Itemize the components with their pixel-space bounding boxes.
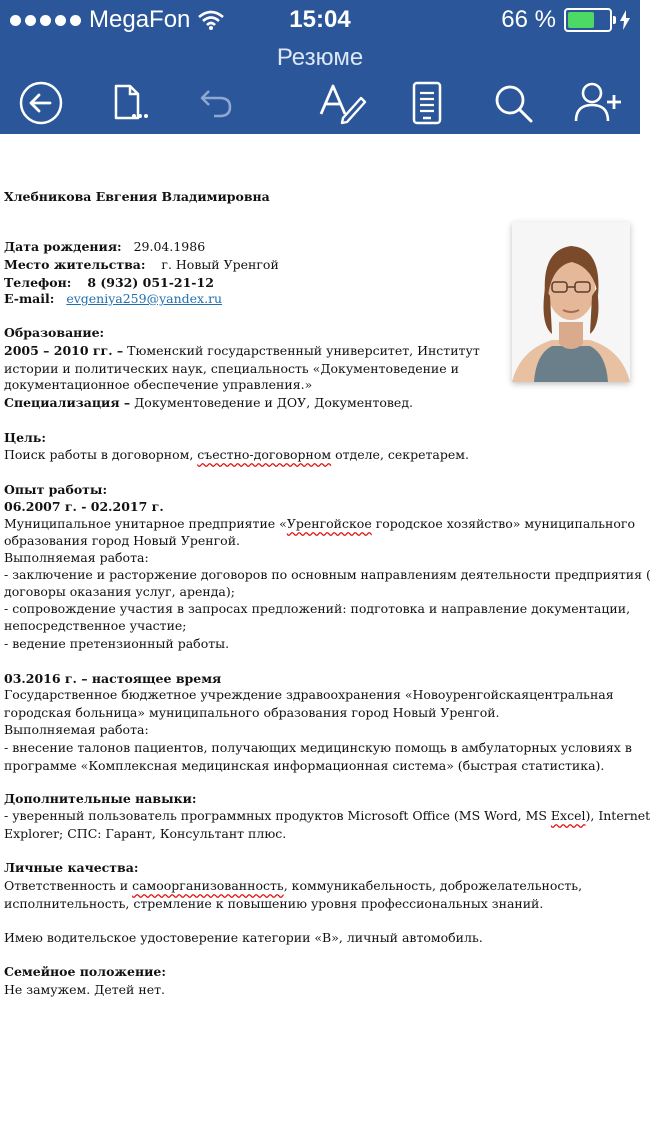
job-2-line-4: - внесение талонов пациентов, получающих медицинскую помощь в амбулаторных условиях в	[4, 740, 632, 755]
portrait-image	[512, 222, 630, 382]
experience-heading: Опыт работы:	[4, 482, 108, 497]
driver-license-line: Имею водительское удостоверение категории «В», личный автомобиль.	[4, 930, 483, 945]
job-1-line-6: - сопровождение участия в запросах предложений: подготовка и направление документации,	[4, 601, 631, 616]
battery-level	[568, 12, 594, 28]
job-1-line-3: Выполняемая работа:	[4, 550, 149, 565]
document-title: Резюме	[276, 44, 364, 71]
edit-button[interactable]	[316, 78, 366, 128]
birth-date-line: Дата рождения: 29.04.1986	[4, 239, 206, 254]
file-options-icon	[108, 82, 150, 124]
job-2-line-3: Выполняемая работа:	[4, 722, 149, 737]
email-link[interactable]: evgeniya259@yandex.ru	[66, 291, 223, 306]
job-2-line-1: Государственное бюджетное учреждение здравоохранения «Новоуренгойскаяцентральная	[4, 687, 614, 702]
share-icon	[574, 81, 624, 125]
mobile-view-button[interactable]	[402, 78, 452, 128]
qualities-heading: Личные качества:	[4, 860, 139, 875]
job-1-line-2: образования город Новый Уренгой.	[4, 533, 240, 548]
job-1-line-5: договоры оказания услуг, аренда);	[4, 584, 235, 599]
email-line: E-mail: evgeniya259@yandex.ru	[4, 291, 223, 306]
share-button[interactable]	[574, 78, 624, 128]
qualities-line-2: исполнительность, стремление к повышению уровня профессиональных знаний.	[4, 896, 544, 911]
specialization-line: Специализация – Документоведение и ДОУ, Документовед.	[4, 395, 414, 410]
family-value: Не замужем. Детей нет.	[4, 982, 165, 997]
goal-heading: Цель:	[4, 430, 46, 445]
search-button[interactable]	[488, 78, 538, 128]
job-1-period: 06.2007 г. - 02.2017 г.	[4, 499, 164, 514]
candidate-name: Хлебникова Евгения Владимировна	[4, 189, 270, 204]
profile-photo	[512, 222, 630, 382]
mobile-view-icon	[411, 81, 443, 125]
battery	[501, 6, 630, 34]
skills-heading: Дополнительные навыки:	[4, 791, 197, 806]
search-icon	[492, 82, 534, 124]
back-icon	[18, 80, 64, 126]
goal-text: Поиск работы в договорном, съестно-договорном отделе, секретарем.	[4, 447, 469, 462]
carrier-name: MegaFon	[89, 6, 191, 33]
job-1-line-4: - заключение и расторжение договоров по основным направлениям деятельности предприятия (	[4, 567, 651, 582]
document-page[interactable]	[0, 134, 651, 1136]
skills-line-1: - уверенный пользователь программных продуктов Microsoft Office (MS Word, MS Excel), Internet	[4, 808, 651, 823]
charging-icon	[620, 10, 630, 30]
job-1-line-7: непосредственное участие;	[4, 618, 187, 633]
battery-percent: 66 %	[501, 6, 556, 33]
education-heading: Образование:	[4, 325, 105, 340]
toolbar	[0, 78, 640, 128]
battery-icon	[564, 8, 612, 32]
job-1-line-1: Муниципальное унитарное предприятие «Уренгойское городское хозяйство» муниципального	[4, 516, 635, 531]
back-button[interactable]	[16, 78, 66, 128]
file-menu-button[interactable]	[104, 78, 154, 128]
residence-line: Место жительства: г. Новый Уренгой	[4, 257, 279, 272]
job-2-period: 03.2016 г. – настоящее время	[4, 671, 222, 686]
edit-icon	[317, 80, 365, 126]
qualities-line-1: Ответственность и самоорганизованность, коммуникабельность, доброжелательность,	[4, 878, 583, 893]
clock: 15:04	[289, 6, 351, 33]
phone-line: Телефон: 8 (932) 051-21-12	[4, 275, 214, 290]
undo-icon	[194, 82, 236, 124]
app-header	[0, 0, 640, 134]
job-1-line-8: - ведение претензионный работы.	[4, 636, 230, 651]
family-heading: Семейное положение:	[4, 964, 166, 979]
undo-button[interactable]	[190, 78, 240, 128]
status-bar	[0, 0, 640, 40]
job-2-line-2: городская больница» муниципального образования город Новый Уренгой.	[4, 705, 500, 720]
job-2-line-5: программе «Комплексная медицинская информационная система» (быстрая статистика).	[4, 758, 605, 773]
education-line-1: 2005 – 2010 гг. – Тюменский государственный университет, Институт	[4, 343, 480, 358]
education-line-2: истории и политических наук, специальность «Документоведение и	[4, 361, 459, 376]
skills-line-2: Explorer; СПС: Гарант, Консультант плюс.	[4, 826, 287, 841]
education-line-3: документационное обеспечение управления.»	[4, 377, 313, 392]
